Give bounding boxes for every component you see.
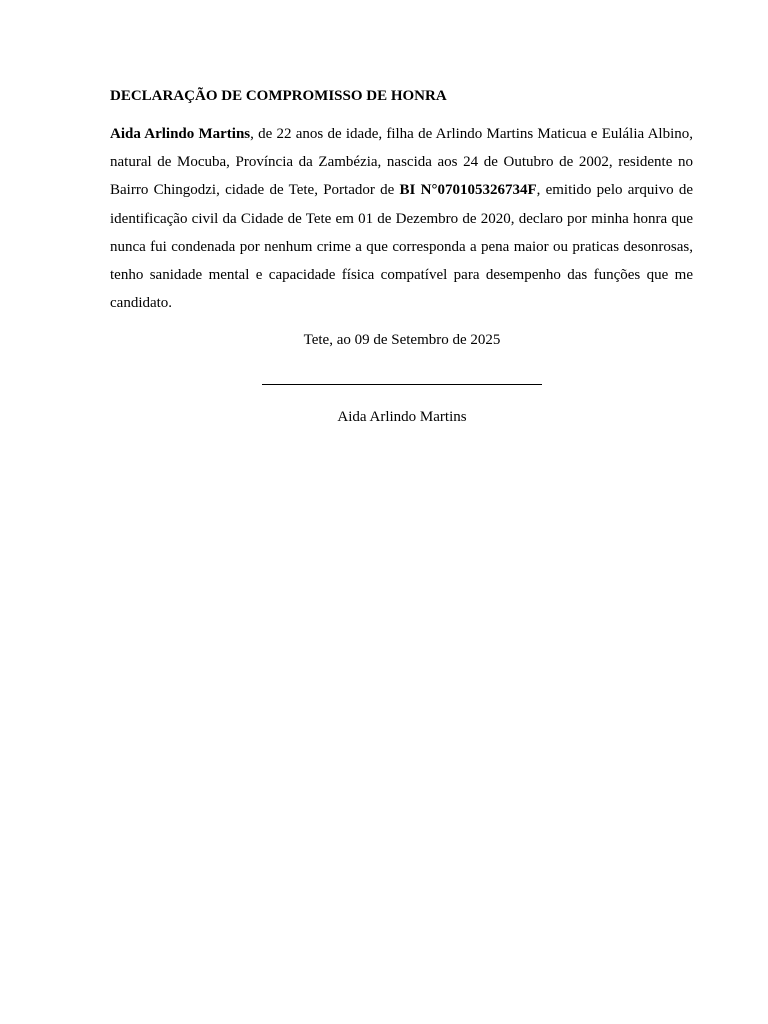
signature-line <box>262 384 542 385</box>
declaration-paragraph <box>110 120 693 317</box>
declaration-text-part1: , de 22 anos de idade, filha de Arlindo Martins Maticua e Eulália Albino, natural de Mocuba, Província da Zambézia, nascida aos 24 de Outubro de 2002, residente no Bairro Chingodzi, cidade de Tete, Portador de <box>110 126 693 199</box>
signer-name: Aida Arlindo Martins <box>337 409 467 425</box>
declaration-text-part2: , emitido pelo arquivo de identificação civil da Cidade de Tete em 01 de Dezembro de 2020, declaro por minha honra que nunca fui condenada por nenhum crime a que corresponda a pena maior ou praticas desonrosas, tenho sanidade mental e capacidade física compatível para desempenho das funções que me candidato. <box>110 182 693 312</box>
declarant-name: Aida Arlindo Martins <box>110 126 251 142</box>
date-place: Tete, ao 09 de Setembro de 2025 <box>303 332 501 348</box>
document-title: DECLARAÇÃO DE COMPROMISSO DE HONRA <box>110 88 447 104</box>
id-number: BI N°070105326734F <box>399 182 537 199</box>
